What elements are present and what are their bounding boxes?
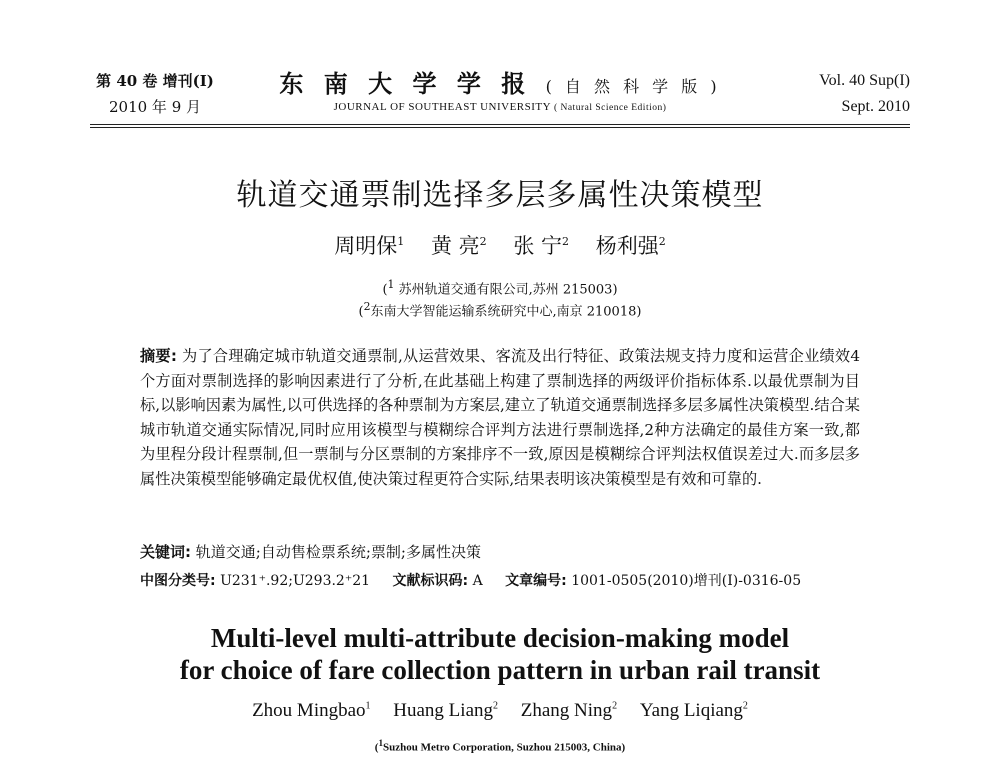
clc-value: U231⁺.92;U293.2⁺21 [220,573,371,589]
author: 周明保$^1$ [334,234,405,258]
publication-date-en: Sept. 2010 [841,98,910,115]
keywords [140,541,860,562]
doc-code-value: A [472,573,483,589]
author: 杨利强$^2$ [595,234,666,258]
paper-title-en [0,622,1000,686]
journal-name-cn: 东 南 大 学 学 报 [279,69,532,98]
classification-line [140,570,900,590]
journal-header [90,58,910,128]
paper-title-en-line1: Multi-level multi-attribute decision-making model [210,623,790,653]
affiliation-1: ($^1$ 苏州轨道交通有限公司,苏州 215003) [382,278,618,298]
journal-title-en [90,101,910,113]
author-en: Huang Liang$^2$ [393,700,499,721]
paper-title-cn: 轨道交通票制选择多层多属性决策模型 [236,178,764,213]
keywords-text: 轨道交通;自动售检票系统;票制;多属性决策 [195,543,481,561]
abstract-text: 为了合理确定城市轨道交通票制,从运营效果、客流及出行特征、政策法规支持力度和运营企业绩效4个方面对票制选择的影响因素进行了分析,在此基础上构建了票制选择的两级评价指标体系.以最优票制为目标,以影响因素为属性,以可供选择的各种票制为方案层,建立了轨道交通票制选择多层多属性决策模型.结合某城市轨道交通实际情况,同时应用该模型与模糊综合评判方法进行票制选择,2种方法确定的最佳方案一致,都为里程分段计程票制,但一票制与分区票制的方案排序不一致,原因是模糊综合评判法权值误差过大.而多层多属性决策模型能够确定最优权值,使决策过程更符合实际,结果表明该决策模型是有效和可靠的. [140,347,861,488]
author-en: Zhang Ning$^2$ [520,700,618,721]
publication-date: 2010 年 9 月 [108,98,202,116]
journal-title-cn [90,64,910,99]
paper-title-en-line2: for choice of fare collection pattern in urban rail transit [179,655,821,685]
volume-info-en [819,68,910,120]
author-list-en [0,700,1000,722]
author: 黄 亮$^2$ [430,234,487,258]
author: 张 宁$^2$ [513,234,570,258]
author-en: Yang Liqiang$^2$ [639,700,748,721]
volume-issue-en: Vol. 40 Sup(I) [819,72,910,89]
author-en: Zhou Mingbao$^1$ [252,700,371,721]
clc-label: 中图分类号: [140,573,216,589]
author-list-cn [0,230,1000,260]
header-rule-thin [90,124,910,125]
affiliation-en: ($^1$Suzhou Metro Corporation, Suzhou 215003, China) [374,738,626,754]
header-rule-thick [90,127,910,128]
abstract-label: 摘要: [140,347,177,365]
keywords-label: 关键词: [140,543,191,561]
journal-edition-cn: ( 自 然 科 学 版 ) [545,77,721,96]
journal-title-block [90,64,910,113]
journal-edition-en: ( Natural Science Edition) [553,103,667,113]
volume-issue: 第 40 卷 增刊(I) [96,72,214,90]
article-number-label: 文章编号: [505,573,567,589]
abstract [140,344,860,491]
doc-code-label: 文献标识码: [392,573,469,589]
journal-name-en: JOURNAL OF SOUTHEAST UNIVERSITY [333,101,551,113]
article-number-value: 1001-0505(2010)增刊(I)-0316-05 [571,573,802,589]
affiliation-2: ($^2$东南大学智能运输系统研究中心,南京 210018) [358,300,642,320]
